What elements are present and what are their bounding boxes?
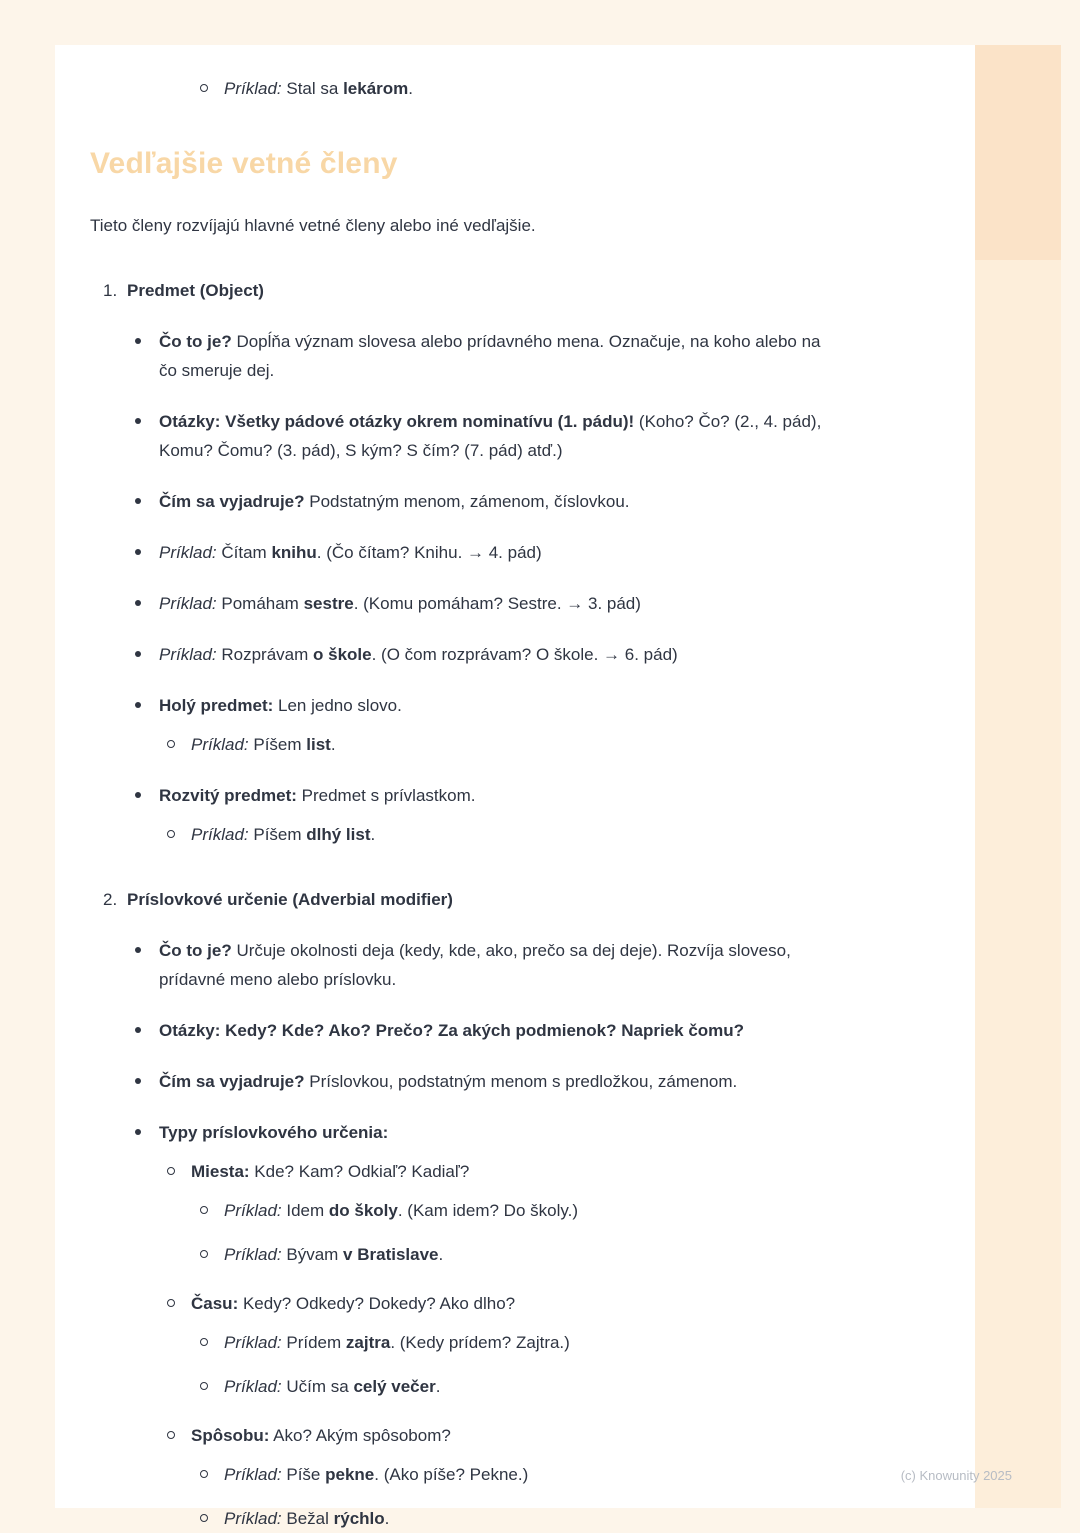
list-item: Čím sa vyjadruje? Podstatným menom, zámenom, číslovkou. xyxy=(135,487,825,516)
list-item: Príklad: Stal sa lekárom. xyxy=(200,74,825,103)
list-item: Času: Kedy? Odkedy? Dokedy? Ako dlho? xyxy=(167,1289,825,1318)
circle-bullet-icon xyxy=(167,1431,175,1439)
page-margin-accent xyxy=(975,45,1061,260)
list-item: Čo to je? Dopĺňa význam slovesa alebo prídavného mena. Označuje, na koho alebo na čo smeruje dej. xyxy=(135,327,825,385)
section-heading: Vedľajšie vetné členy xyxy=(90,147,398,180)
list-item: Spôsobu: Ako? Akým spôsobom? xyxy=(167,1421,825,1450)
circle-bullet-icon xyxy=(200,1338,208,1346)
list-item: Miesta: Kde? Kam? Odkiaľ? Kadiaľ? xyxy=(167,1157,825,1186)
list-item: Otázky: Všetky pádové otázky okrem nominatívu (1. pádu)! (Koho? Čo? (2., 4. pád), Komu? Čomu? (3. pád), S kým? S čím? (7. pád) atď.) xyxy=(135,407,825,465)
circle-bullet-icon xyxy=(200,1514,208,1522)
list-item: Holý predmet: Len jedno slovo. xyxy=(135,691,825,720)
list-item: Príklad: Pomáham sestre. (Komu pomáham? Sestre. → 3. pád) xyxy=(135,589,825,618)
list-item: Príklad: Píše pekne. (Ako píše? Pekne.) xyxy=(200,1460,825,1489)
circle-bullet-icon xyxy=(200,1206,208,1214)
bullet-icon xyxy=(135,600,141,606)
circle-bullet-icon xyxy=(200,1250,208,1258)
bullet-icon xyxy=(135,651,141,657)
list-item: Príklad: Idem do školy. (Kam idem? Do školy.) xyxy=(200,1196,825,1225)
bullet-icon xyxy=(135,702,141,708)
list-number: 1. xyxy=(103,281,118,300)
circle-bullet-icon xyxy=(200,1382,208,1390)
circle-bullet-icon xyxy=(167,1167,175,1175)
document-body xyxy=(55,74,975,1533)
list-item: Rozvitý predmet: Predmet s prívlastkom. xyxy=(135,781,825,810)
numbered-item: 2. Príslovkové určenie (Adverbial modifier) xyxy=(103,885,880,914)
paragraph: Tieto členy rozvíjajú hlavné vetné členy alebo iné vedľajšie. xyxy=(90,216,536,235)
list-item: Typy príslovkového určenia: xyxy=(135,1118,825,1147)
circle-bullet-icon xyxy=(167,740,175,748)
document-page xyxy=(55,45,975,1528)
bullet-icon xyxy=(135,947,141,953)
page-margin-band xyxy=(975,45,1061,1508)
circle-bullet-icon xyxy=(200,84,208,92)
list-number: 2. xyxy=(103,890,118,909)
list-item: Príklad: Bežal rýchlo. xyxy=(200,1504,825,1533)
circle-bullet-icon xyxy=(167,830,175,838)
circle-bullet-icon xyxy=(167,1299,175,1307)
bullet-icon xyxy=(135,498,141,504)
numbered-item: 1. Predmet (Object) xyxy=(103,276,880,305)
bullet-icon xyxy=(135,338,141,344)
list-item: Príklad: Čítam knihu. (Čo čítam? Knihu. → 4. pád) xyxy=(135,538,825,567)
watermark: (c) Knowunity 2025 xyxy=(900,1468,1012,1483)
list-item: Otázky: Kedy? Kde? Ako? Prečo? Za akých podmienok? Napriek čomu? xyxy=(135,1016,825,1045)
bullet-icon xyxy=(135,549,141,555)
bullet-icon xyxy=(135,792,141,798)
list-item: Príklad: Píšem dlhý list. xyxy=(167,820,825,849)
bullet-icon xyxy=(135,418,141,424)
list-item: Čo to je? Určuje okolnosti deja (kedy, kde, ako, prečo sa dej deje). Rozvíja sloveso, prídavné meno alebo príslovku. xyxy=(135,936,825,994)
bullet-icon xyxy=(135,1129,141,1135)
list-item: Príklad: Píšem list. xyxy=(167,730,825,759)
bullet-icon xyxy=(135,1078,141,1084)
list-item: Čím sa vyjadruje? Príslovkou, podstatným menom s predložkou, zámenom. xyxy=(135,1067,825,1096)
list-item: Príklad: Prídem zajtra. (Kedy prídem? Zajtra.) xyxy=(200,1328,825,1357)
list-item: Príklad: Bývam v Bratislave. xyxy=(200,1240,825,1269)
bullet-icon xyxy=(135,1027,141,1033)
circle-bullet-icon xyxy=(200,1470,208,1478)
list-item: Príklad: Rozprávam o škole. (O čom rozprávam? O škole. → 6. pád) xyxy=(135,640,825,669)
list-item: Príklad: Učím sa celý večer. xyxy=(200,1372,825,1401)
